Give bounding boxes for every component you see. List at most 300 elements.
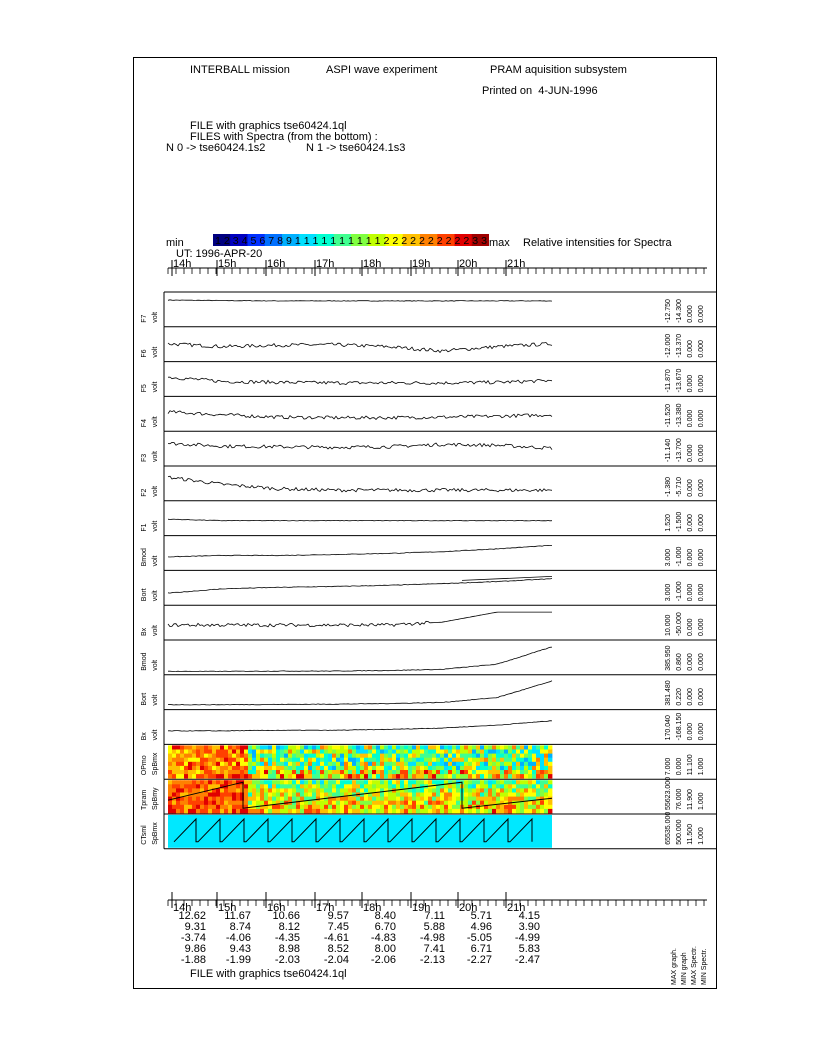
spectrogram-cell: [192, 780, 196, 785]
spectrogram-cell: [440, 754, 444, 759]
spectrogram-cell: [476, 766, 480, 771]
spectrogram-cell: [512, 774, 516, 779]
spectrogram-cell: [192, 809, 196, 814]
panel-scale-value: 170.040: [665, 715, 672, 741]
spectrogram-cell: [428, 788, 432, 793]
spectrogram-cell: [404, 754, 408, 759]
spectrogram-cell: [212, 780, 216, 785]
spectrogram-cell: [216, 758, 220, 763]
spectrogram-cell: [392, 801, 396, 806]
spectrogram-cell: [388, 766, 392, 771]
spectrogram-background: [168, 815, 552, 848]
spectrogram-cell: [256, 766, 260, 771]
spectrogram-cell: [392, 770, 396, 775]
spectrogram-cell: [228, 801, 232, 806]
spectrogram-cell: [224, 745, 228, 750]
spectrogram-cell: [196, 780, 200, 785]
spectrogram-cell: [424, 780, 428, 785]
spectrogram-cell: [500, 805, 504, 810]
spectrogram-cell: [352, 801, 356, 806]
spectrogram-cell: [408, 780, 412, 785]
spectrogram-cell: [432, 801, 436, 806]
spectrogram-cell: [472, 801, 476, 806]
spectrogram-cell: [260, 809, 264, 814]
spectrogram-cell: [472, 793, 476, 798]
spectrogram-cell: [464, 784, 468, 789]
printed-date: Printed on 4-JUN-1996: [482, 85, 598, 97]
spectrogram-cell: [516, 780, 520, 785]
spectrogram-cell: [432, 754, 436, 759]
spectrogram-cell: [372, 770, 376, 775]
spectrogram-cell: [440, 788, 444, 793]
spectrogram-cell: [372, 758, 376, 763]
spectrogram-cell: [256, 774, 260, 779]
spectrogram-cell: [504, 784, 508, 789]
spectrogram-cell: [192, 754, 196, 759]
spectrogram-cell: [304, 809, 308, 814]
spectrogram-cell: [296, 784, 300, 789]
spectrogram-cell: [468, 750, 472, 755]
spectrogram-cell: [256, 750, 260, 755]
spectrogram-cell: [536, 770, 540, 775]
spectrogram-cell: [504, 780, 508, 785]
spectrogram-cell: [228, 780, 232, 785]
spectrogram-cell: [252, 762, 256, 767]
spectrogram-cell: [252, 801, 256, 806]
spectrogram-cell: [536, 766, 540, 771]
spectrogram-cell: [276, 780, 280, 785]
spectrogram-cell: [460, 809, 464, 814]
spectrogram-cell: [496, 805, 500, 810]
spectrogram-cell: [440, 793, 444, 798]
spectrogram-cell: [264, 750, 268, 755]
spectrogram-cell: [280, 780, 284, 785]
spectrogram-cell: [216, 745, 220, 750]
spectrogram-cell: [244, 784, 248, 789]
spectrogram-cell: [508, 758, 512, 763]
spectrogram-cell: [244, 801, 248, 806]
time-tick-label: 18h: [363, 258, 382, 270]
spectrogram-cell: [480, 788, 484, 793]
spectrogram-cell: [208, 809, 212, 814]
panel-scale-value: 0.000: [698, 444, 705, 462]
spectrogram-cell: [252, 774, 256, 779]
spectrogram-cell: [452, 809, 456, 814]
spectrogram-cell: [260, 770, 264, 775]
spectrogram-cell: [516, 770, 520, 775]
spectrogram-cell: [248, 780, 252, 785]
spectrogram-cell: [368, 750, 372, 755]
spectrogram-cell: [356, 797, 360, 802]
spectrogram-cell: [300, 770, 304, 775]
spectrogram-cell: [476, 774, 480, 779]
spectrogram-cell: [404, 780, 408, 785]
spectrogram-cell: [372, 750, 376, 755]
spectrogram-cell: [284, 809, 288, 814]
spectrogram-cell: [420, 745, 424, 750]
spectrogram-cell: [436, 809, 440, 814]
footer-cell: -1.99: [225, 954, 251, 966]
spectrogram-cell: [456, 745, 460, 750]
spectrogram-cell: [420, 774, 424, 779]
spectrogram-cell: [448, 801, 452, 806]
spectrogram-cell: [232, 797, 236, 802]
spectrogram-cell: [304, 770, 308, 775]
spectrogram-cell: [308, 745, 312, 750]
spectrogram-cell: [176, 758, 180, 763]
spectrogram-cell: [176, 805, 180, 810]
spectrogram-cell: [244, 793, 248, 798]
spectrogram-cell: [216, 801, 220, 806]
spectrogram-cell: [460, 762, 464, 767]
spectrogram-cell: [316, 770, 320, 775]
spectrogram-cell: [196, 770, 200, 775]
spectrogram-cell: [272, 758, 276, 763]
spectrogram-cell: [208, 805, 212, 810]
spectrogram-cell: [188, 758, 192, 763]
spectrogram-cell: [248, 801, 252, 806]
spectrogram-cell: [484, 780, 488, 785]
spectrogram-cell: [456, 809, 460, 814]
spectrogram-cell: [408, 754, 412, 759]
spectrogram-cell: [248, 758, 252, 763]
spectrogram-cell: [344, 758, 348, 763]
spectrogram-cell: [172, 745, 176, 750]
spectrogram-cell: [344, 784, 348, 789]
footer-cell: 6.71: [470, 943, 492, 955]
footer-cell: -2.27: [466, 954, 492, 966]
panel-scale-value: 0.220: [676, 688, 683, 706]
footer-cell: 8.00: [374, 943, 396, 955]
spectrogram-cell: [488, 754, 492, 759]
panel-label: F5: [141, 384, 148, 393]
spectrogram-cell: [212, 801, 216, 806]
spectrogram-cell: [536, 784, 540, 789]
spectrogram-cell: [432, 788, 436, 793]
spectrogram-cell: [300, 797, 304, 802]
panel-scale-value: 10.000: [665, 614, 672, 636]
spectrogram-cell: [264, 754, 268, 759]
spectrogram-cell: [440, 745, 444, 750]
spectrogram-cell: [512, 805, 516, 810]
spectrogram-cell: [256, 788, 260, 793]
spectrogram-cell: [392, 780, 396, 785]
spectrogram-cell: [384, 809, 388, 814]
spectrogram-cell: [320, 774, 324, 779]
spectrogram-cell: [336, 788, 340, 793]
spectrogram-cell: [328, 745, 332, 750]
panel-tpram-14: [141, 777, 716, 814]
spectrogram-cell: [536, 758, 540, 763]
spectrogram-cell: [212, 762, 216, 767]
spectrogram-cell: [228, 770, 232, 775]
spectrogram-cell: [400, 809, 404, 814]
spectrogram-cell: [348, 745, 352, 750]
spectrogram-cell: [504, 805, 508, 810]
spectrogram-cell: [340, 805, 344, 810]
spectrogram-cell: [340, 762, 344, 767]
spectrogram-cell: [260, 774, 264, 779]
spectrogram-cell: [388, 745, 392, 750]
spectrogram-cell: [176, 770, 180, 775]
spectrogram-cell: [532, 780, 536, 785]
panel-label: F7: [141, 314, 148, 323]
spectrogram-cell: [312, 809, 316, 814]
spectrogram-cell: [188, 788, 192, 793]
spectrogram-cell: [340, 809, 344, 814]
spectrogram-cell: [192, 766, 196, 771]
spectrogram-cell: [528, 801, 532, 806]
spectrogram-cell: [460, 774, 464, 779]
spectrogram-cell: [200, 766, 204, 771]
spectrogram-cell: [228, 805, 232, 810]
spectrogram-cell: [408, 750, 412, 755]
spectrogram-cell: [404, 793, 408, 798]
spectrogram-cell: [412, 801, 416, 806]
spectrogram-cell: [496, 788, 500, 793]
spectrogram-cell: [544, 784, 548, 789]
spectrogram-cell: [384, 745, 388, 750]
spectrogram-cell: [408, 766, 412, 771]
spectrogram-cell: [492, 758, 496, 763]
spectrogram-cell: [432, 793, 436, 798]
spectrogram-cell: [168, 745, 172, 750]
spectrogram-cell: [244, 774, 248, 779]
spectrogram-cell: [404, 774, 408, 779]
spectrogram-cell: [240, 745, 244, 750]
footer-cell: 6.70: [374, 921, 396, 933]
spectrogram-cell: [496, 797, 500, 802]
spectrogram-cell: [544, 754, 548, 759]
spectrogram-cell: [332, 784, 336, 789]
spectrogram-cell: [524, 805, 528, 810]
spectrogram-cell: [416, 797, 420, 802]
spectrogram-cell: [272, 754, 276, 759]
spectrogram-cell: [352, 774, 356, 779]
spectrogram-cell: [336, 780, 340, 785]
spectrogram-cell: [200, 745, 204, 750]
spectrogram-cell: [432, 770, 436, 775]
spectrogram-cell: [396, 762, 400, 767]
spectrogram-cell: [284, 774, 288, 779]
spectrogram-cell: [364, 762, 368, 767]
panel-scale-value: -5.710: [676, 476, 683, 497]
spectrogram-cell: [400, 797, 404, 802]
spectrogram-cell: [268, 750, 272, 755]
spectrogram-cell: [212, 750, 216, 755]
spectrogram-cell: [228, 766, 232, 771]
spectrogram-cell: [472, 770, 476, 775]
spectrogram-cell: [272, 805, 276, 810]
spectrogram-cell: [348, 754, 352, 759]
footer-cell: -2.06: [370, 954, 396, 966]
spectrogram-cell: [244, 762, 248, 767]
spectrogram-cell: [320, 780, 324, 785]
spectrogram-cell: [304, 805, 308, 810]
spectrogram-cell: [416, 750, 420, 755]
spectrogram-cell: [328, 762, 332, 767]
spectrogram-cell: [404, 745, 408, 750]
spectrogram-cell: [336, 762, 340, 767]
spectrogram-cell: [376, 780, 380, 785]
spectrogram-cell: [316, 809, 320, 814]
spectrogram-cell: [320, 809, 324, 814]
spectrogram-cell: [452, 793, 456, 798]
series-line-f6: [168, 343, 552, 353]
spectrogram-cell: [412, 770, 416, 775]
spectrogram-cell: [384, 754, 388, 759]
spectrogram-cell: [392, 805, 396, 810]
spectrogram-cell: [496, 809, 500, 814]
spectrogram-cell: [272, 750, 276, 755]
spectrogram-cell: [380, 758, 384, 763]
spectrogram-cell: [180, 788, 184, 793]
spectrogram-cell: [248, 745, 252, 750]
spectrogram-cell: [252, 784, 256, 789]
spectrogram-cell: [280, 774, 284, 779]
spectrogram-cell: [168, 754, 172, 759]
spectrogram-cell: [216, 754, 220, 759]
spectrogram-cell: [480, 801, 484, 806]
spectrogram-cell: [348, 805, 352, 810]
spectrogram-cell: [480, 758, 484, 763]
spectrogram-cell: [408, 770, 412, 775]
footer-legend-label: MIN graph: [681, 952, 688, 985]
spectrogram-cell: [392, 762, 396, 767]
spectrogram-cell: [452, 762, 456, 767]
spectrogram-cell: [428, 809, 432, 814]
panel-scale-value: 0.000: [698, 305, 705, 323]
spectrogram-cell: [216, 762, 220, 767]
spectrogram-cell: [276, 745, 280, 750]
spectrogram-cell: [220, 780, 224, 785]
spectrogram-cell: [252, 758, 256, 763]
spectrogram-cell: [540, 784, 544, 789]
spectrogram-cell: [200, 780, 204, 785]
footer-cell: -3.74: [180, 932, 206, 944]
spectrogram-cell: [412, 805, 416, 810]
spectrogram-cell: [180, 774, 184, 779]
spectrogram-cell: [248, 774, 252, 779]
spectrogram-cell: [524, 774, 528, 779]
panel-label: F4: [141, 419, 148, 428]
panel-label: F1: [141, 523, 148, 532]
spectrogram-cell: [244, 770, 248, 775]
footer-cell: 5.88: [423, 921, 445, 933]
spectrogram-cell: [520, 809, 524, 814]
spectrogram-cell: [316, 758, 320, 763]
spectrogram-cell: [264, 745, 268, 750]
spectrogram-cell: [464, 758, 468, 763]
spectrogram-cell: [312, 770, 316, 775]
panel-scale-value: 0.000: [676, 757, 683, 776]
spectrogram-cell: [492, 805, 496, 810]
spectrogram-cell: [472, 788, 476, 793]
spectrogram-cell: [468, 780, 472, 785]
spectrogram-cell: [516, 766, 520, 771]
spectrogram-cell: [260, 758, 264, 763]
spectrogram-cell: [548, 784, 552, 789]
panel-unit-label: volt: [152, 625, 159, 636]
spectrogram-cell: [376, 784, 380, 789]
panel-scale-value: -13.380: [676, 403, 683, 428]
spectrogram-cell: [424, 758, 428, 763]
spectrogram-cell: [532, 793, 536, 798]
spectrogram-cell: [504, 770, 508, 775]
spectrogram-cell: [204, 805, 208, 810]
spectrogram-cell: [328, 766, 332, 771]
footer-cell: -5.05: [466, 932, 492, 944]
spectrogram-cell: [376, 770, 380, 775]
time-tick-label: 17h: [316, 902, 335, 914]
spectrogram-cell: [400, 750, 404, 755]
spectrogram-cell: [536, 788, 540, 793]
spectrogram-cell: [516, 793, 520, 798]
spectrogram-cell: [356, 758, 360, 763]
spectrogram-cell: [292, 750, 296, 755]
footer-cell: 8.40: [374, 910, 396, 922]
spectrogram-cell: [264, 774, 268, 779]
ut-label: UT: 1996-APR-20: [176, 248, 263, 260]
spectrogram-cell: [448, 784, 452, 789]
spectrogram-cell: [440, 758, 444, 763]
spectrogram-cell: [472, 754, 476, 759]
spectrogram-cell: [416, 788, 420, 793]
spectrogram-cell: [372, 766, 376, 771]
spectrogram-cell: [436, 754, 440, 759]
spectrogram-cell: [532, 750, 536, 755]
spectrogram-cell: [360, 758, 364, 763]
spectrogram-cell: [544, 750, 548, 755]
spectrogram-cell: [308, 758, 312, 763]
panel-label: CTsml: [141, 825, 148, 845]
spectrogram-cell: [180, 762, 184, 767]
spectrogram-cell: [476, 809, 480, 814]
spectrogram-cell: [408, 745, 412, 750]
spectrogram-cell: [280, 754, 284, 759]
spectrogram-cell: [464, 745, 468, 750]
spectrogram-cell: [348, 766, 352, 771]
spectrogram-cell: [364, 805, 368, 810]
spectrogram-cell: [380, 774, 384, 779]
spectrogram-cell: [460, 766, 464, 771]
spectrogram-cell: [392, 758, 396, 763]
spectrogram-cell: [376, 754, 380, 759]
spectrogram-cell: [236, 762, 240, 767]
spectrogram-cell: [360, 780, 364, 785]
spectrogram-cell: [348, 797, 352, 802]
spectrogram-cell: [368, 758, 372, 763]
spectrogram-cell: [504, 750, 508, 755]
spectrogram-cell: [356, 788, 360, 793]
spectrogram-cell: [296, 766, 300, 771]
spectrogram-cell: [172, 780, 176, 785]
spectrogram-cell: [448, 809, 452, 814]
spectrogram-cell: [532, 758, 536, 763]
spectrogram-cell: [228, 758, 232, 763]
spectrogram-cell: [480, 766, 484, 771]
spectrogram-cell: [440, 805, 444, 810]
spectrogram-cell: [476, 801, 480, 806]
spectrogram-cell: [264, 758, 268, 763]
spectrogram-cell: [404, 784, 408, 789]
spectrogram-cell: [520, 793, 524, 798]
spectrogram-cell: [340, 797, 344, 802]
spectrogram-cell: [376, 801, 380, 806]
spectrogram-cell: [248, 793, 252, 798]
spectrogram-cell: [540, 770, 544, 775]
spectrogram-cell: [476, 750, 480, 755]
